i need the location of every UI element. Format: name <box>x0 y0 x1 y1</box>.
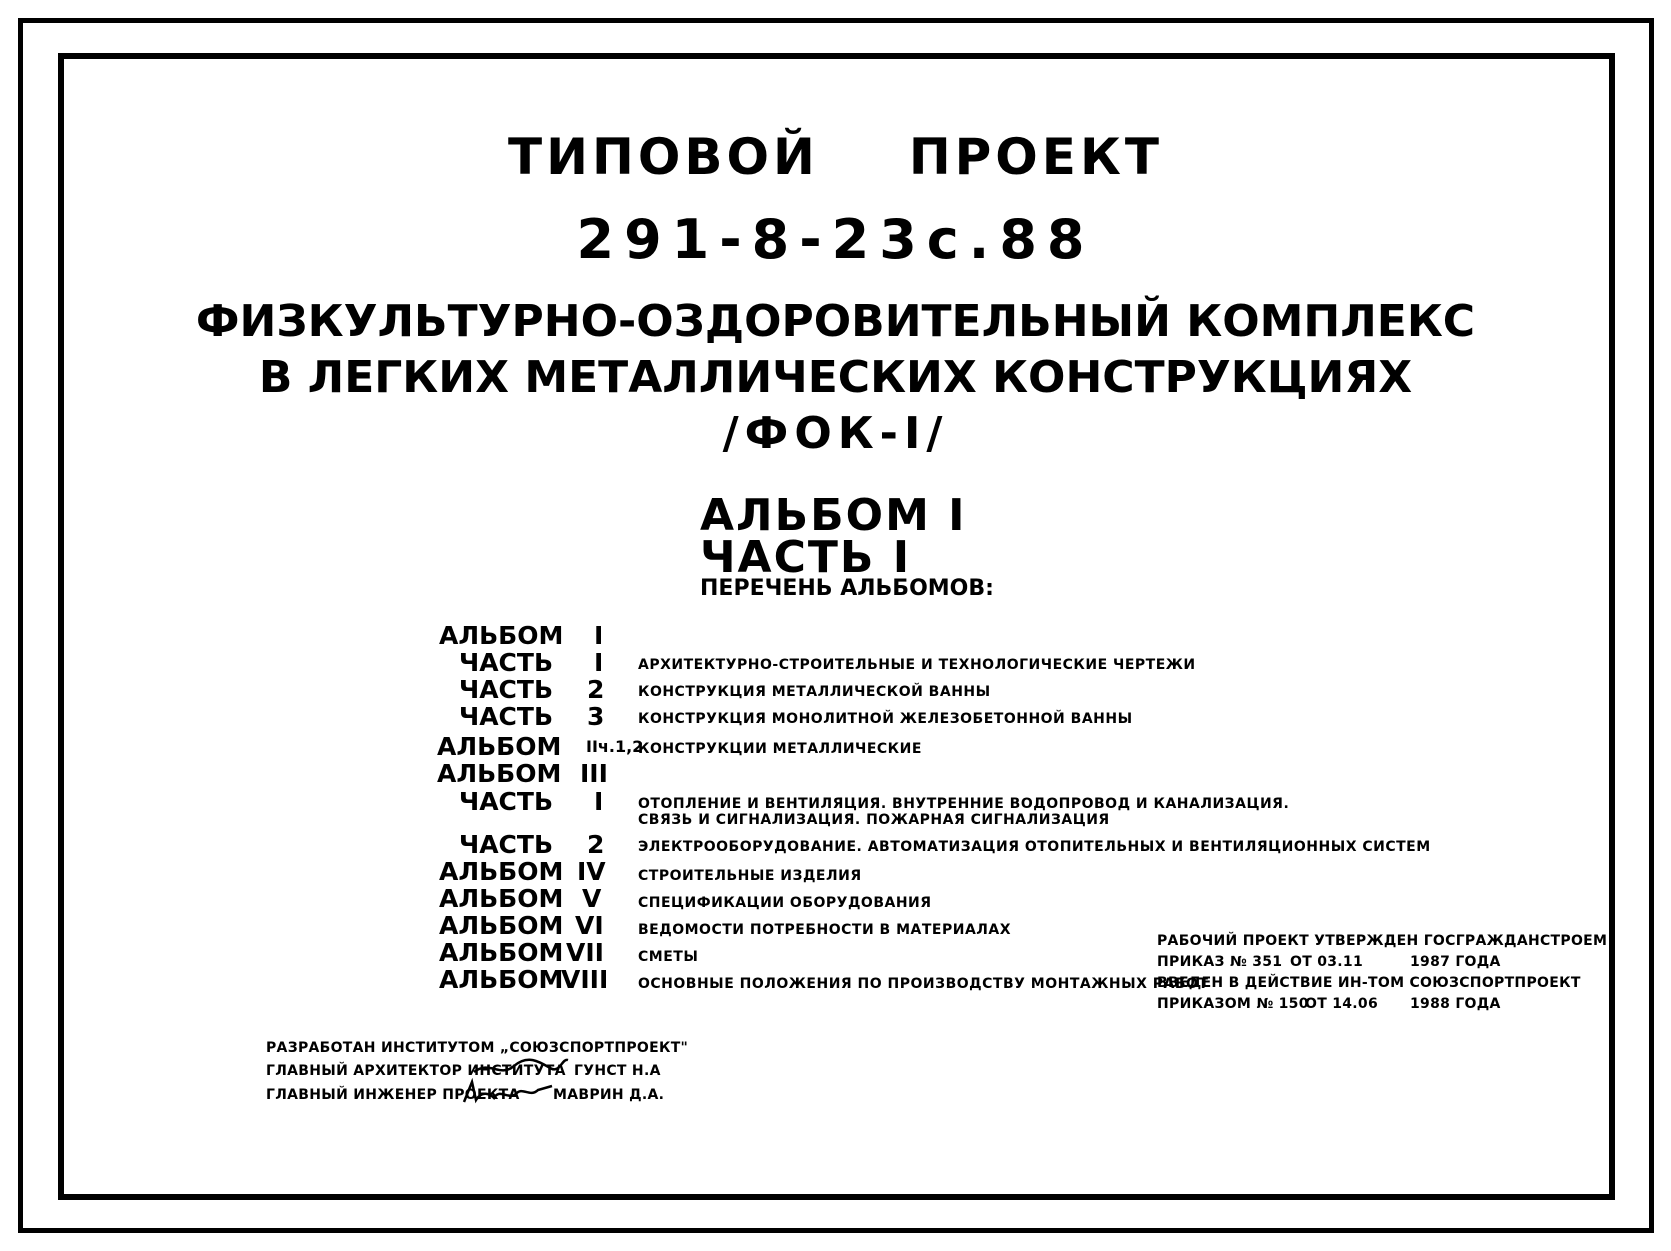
list-item-number: I <box>594 648 604 677</box>
list-item-number: V <box>582 884 602 913</box>
list-item-label: АЛЬБОМ <box>439 621 564 650</box>
list-item-label: АЛЬБОМ <box>437 732 562 761</box>
list-item-description: ЭЛЕКТРООБОРУДОВАНИЕ. АВТОМАТИЗАЦИЯ ОТОПИТЕЛЬНЫХ И ВЕНТИЛЯЦИОННЫХ СИСТЕМ <box>638 839 1431 855</box>
approval-order-number: ПРИКАЗ № 351 <box>1157 954 1283 970</box>
chief-engineer-name: МАВРИН Д.А. <box>553 1087 665 1103</box>
approval-line-3: ВВЕДЕН В ДЕЙСТВИЕ ИН-ТОМ СОЮЗСПОРТПРОЕКТ <box>1157 975 1581 991</box>
enactment-order-date: ОТ 14.06 <box>1305 996 1379 1012</box>
album-heading: АЛЬБОМ I <box>700 490 967 541</box>
list-item-number: 3 <box>587 702 605 731</box>
list-item-description: ВЕДОМОСТИ ПОТРЕБНОСТИ В МАТЕРИАЛАХ <box>638 922 1012 938</box>
list-item-label: ЧАСТЬ <box>459 787 554 816</box>
list-item-description: СПЕЦИФИКАЦИИ ОБОРУДОВАНИЯ <box>638 895 932 911</box>
title-word-2: ПРОЕКТ <box>908 128 1163 186</box>
list-item-description-continued: СВЯЗЬ И СИГНАЛИЗАЦИЯ. ПОЖАРНАЯ СИГНАЛИЗАЦИЯ <box>638 812 1110 828</box>
list-item-label: АЛЬБОМ <box>437 759 562 788</box>
list-item-description: КОНСТРУКЦИЯ МОНОЛИТНОЙ ЖЕЛЕЗОБЕТОННОЙ ВАННЫ <box>638 711 1133 727</box>
approval-order-date: ОТ 03.11 <box>1290 954 1364 970</box>
list-item-label: ЧАСТЬ <box>459 702 554 731</box>
list-item-number: IV <box>577 857 606 886</box>
list-item-label: АЛЬБОМ <box>439 965 564 994</box>
approval-line-1: РАБОЧИЙ ПРОЕКТ УТВЕРЖДЕН ГОСГРАЖДАНСТРОЕМ <box>1157 933 1608 949</box>
list-item-label: ЧАСТЬ <box>459 830 554 859</box>
list-item-label: АЛЬБОМ <box>439 938 564 967</box>
engineer-signature-icon <box>460 1076 555 1110</box>
project-code: 291-8-23с.88 <box>576 208 1095 271</box>
project-name-line-3: /ФОК-I/ <box>722 408 949 459</box>
list-item-number: IIч.1,2 <box>586 737 644 756</box>
list-item-label: ЧАСТЬ <box>459 648 554 677</box>
chief-architect-role: ГЛАВНЫЙ АРХИТЕКТОР ИНСТИТУТА <box>266 1063 566 1079</box>
list-item-number: VIII <box>561 965 609 994</box>
list-item-number: I <box>594 787 604 816</box>
list-item-label: АЛЬБОМ <box>439 884 564 913</box>
list-item-number: III <box>580 759 608 788</box>
album-list-title: ПЕРЕЧЕНЬ АЛЬБОМОВ: <box>700 576 994 601</box>
list-item-number: VII <box>566 938 604 967</box>
list-item-description: СТРОИТЕЛЬНЫЕ ИЗДЕЛИЯ <box>638 868 862 884</box>
list-item-description: КОНСТРУКЦИЯ МЕТАЛЛИЧЕСКОЙ ВАННЫ <box>638 684 991 700</box>
chief-engineer-role: ГЛАВНЫЙ ИНЖЕНЕР ПРОЕКТА <box>266 1087 520 1103</box>
list-item-number: 2 <box>587 675 605 704</box>
list-item-number: 2 <box>587 830 605 859</box>
list-item-label: АЛЬБОМ <box>439 911 564 940</box>
chief-architect-name: ГУНСТ Н.А <box>574 1063 661 1079</box>
list-item-description: АРХИТЕКТУРНО-СТРОИТЕЛЬНЫЕ И ТЕХНОЛОГИЧЕСКИЕ ЧЕРТЕЖИ <box>638 657 1196 673</box>
developer-line-1: РАЗРАБОТАН ИНСТИТУТОМ „СОЮЗСПОРТПРОЕКТ" <box>266 1040 689 1056</box>
list-item-number: I <box>594 621 604 650</box>
list-item-description: ОСНОВНЫЕ ПОЛОЖЕНИЯ ПО ПРОИЗВОДСТВУ МОНТАЖНЫХ РАБОТ <box>638 976 1209 992</box>
list-item-label: АЛЬБОМ <box>439 857 564 886</box>
approval-order-year: 1987 ГОДА <box>1410 954 1501 970</box>
list-item-description: КОНСТРУКЦИИ МЕТАЛЛИЧЕСКИЕ <box>638 741 922 757</box>
enactment-order-number: ПРИКАЗОМ № 150 <box>1157 996 1309 1012</box>
list-item-description: ОТОПЛЕНИЕ И ВЕНТИЛЯЦИЯ. ВНУТРЕННИЕ ВОДОПРОВОД И КАНАЛИЗАЦИЯ. <box>638 796 1290 812</box>
project-name-line-1: ФИЗКУЛЬТУРНО-ОЗДОРОВИТЕЛЬНЫЙ КОМПЛЕКС <box>195 296 1476 347</box>
document-title <box>0 128 1671 186</box>
list-item-label: ЧАСТЬ <box>459 675 554 704</box>
list-item-description: СМЕТЫ <box>638 949 699 965</box>
title-word-1: ТИПОВОЙ <box>508 128 819 186</box>
project-name-line-2: В ЛЕГКИХ МЕТАЛЛИЧЕСКИХ КОНСТРУКЦИЯХ <box>258 352 1413 403</box>
list-item-number: VI <box>575 911 604 940</box>
enactment-order-year: 1988 ГОДА <box>1410 996 1501 1012</box>
part-heading: ЧАСТЬ I <box>700 532 912 583</box>
